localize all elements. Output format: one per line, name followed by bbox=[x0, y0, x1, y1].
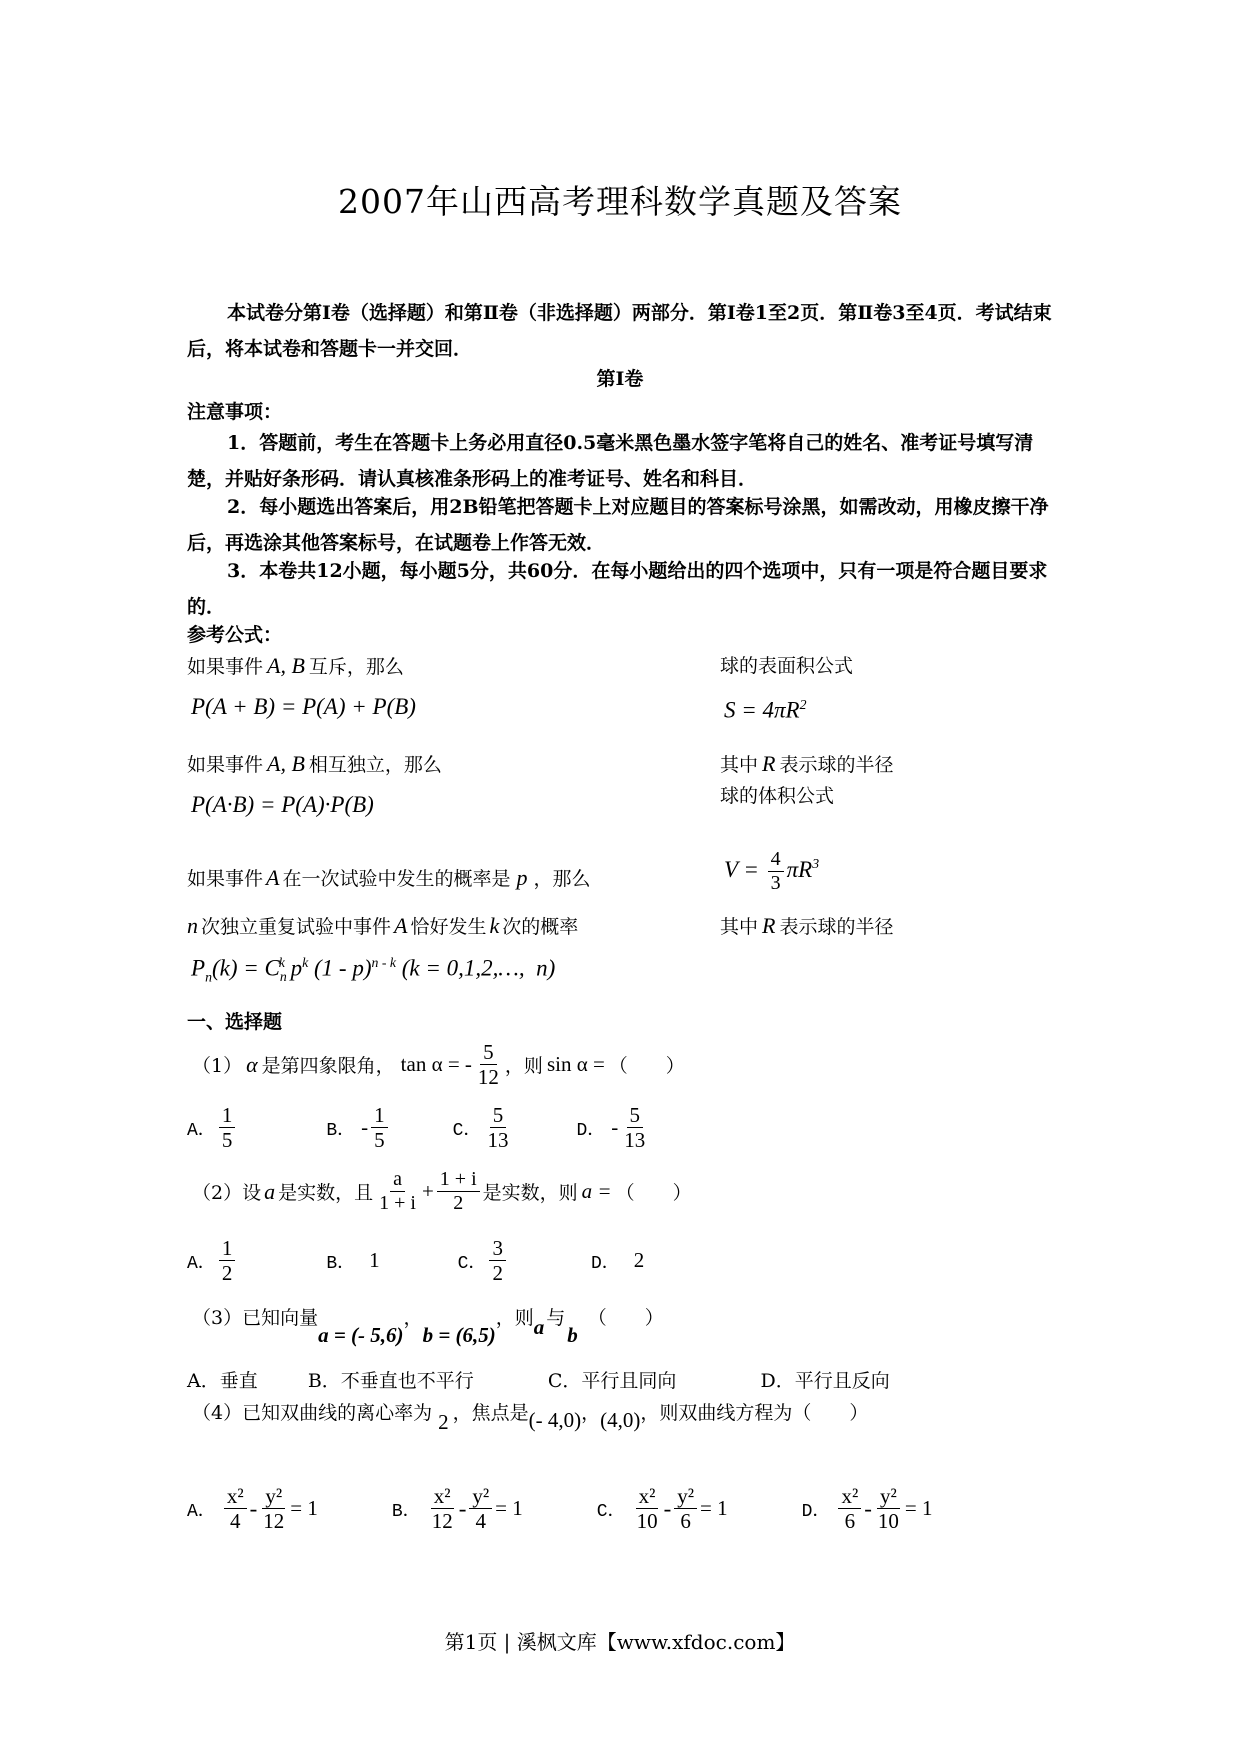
question-1-options: A． $\frac{1}{5}$ B． - $\frac{1}{5}$ C． $\frac{5}{13}$ D． - $\frac{5}{13}$ bbox=[187, 1103, 646, 1153]
note-3: 3．本卷共12小题，每小题5分，共60分．在每小题给出的四个选项中，只有一项是符合题目要求的． bbox=[187, 560, 1048, 618]
question-2: （2）设 a 是实数，且 $\frac{a}{1 + i}$ + $\frac{1 + i}{2}$ 是实数，则 a = （ ） bbox=[192, 1168, 692, 1214]
formula-right-2: 其中 R 表示球的半径 bbox=[720, 751, 894, 776]
intro-paragraph: 本试卷分第Ⅰ卷（选择题）和第Ⅱ卷（非选择题）两部分．第Ⅰ卷1至2页．第Ⅱ卷3至4页．考试结束后，将本试卷和答题卡一并交回． bbox=[187, 302, 1052, 360]
section-choice: 一、选择题 bbox=[187, 1011, 283, 1033]
formula-left-4: n 次独立重复试验中事件 A 恰好发生 k 次的概率 bbox=[187, 913, 579, 938]
formula-left-1: 如果事件 A, B 互斥，那么 bbox=[187, 653, 404, 678]
formula-right-3: 球的体积公式 bbox=[720, 785, 835, 807]
formula-sphere-area: $S = 4\pi R^2$ bbox=[724, 697, 807, 723]
question-1: （1） α 是第四象限角， tan α = - $\frac{5}{12}$ ，则 sin α = （ ） bbox=[192, 1040, 685, 1090]
formula-left-2: 如果事件 A, B 相互独立，那么 bbox=[187, 751, 442, 776]
formula-mult: P(A·B) = P(A)·P(B) bbox=[191, 792, 374, 817]
question-3-options: A．垂直 B．不垂直也不平行 C．平行且同向 D．平行且反向 bbox=[187, 1370, 890, 1392]
formula-left-3: 如果事件 A 在一次试验中发生的概率是 p ，那么 bbox=[187, 865, 591, 890]
formula-heading: 参考公式： bbox=[187, 624, 283, 646]
note-2: 2．每小题选出答案后，用2B铅笔把答题卡上对应题目的答案标号涂黑，如需改动，用橡皮擦干净后，再选涂其他答案标号，在试题卷上作答无效． bbox=[187, 496, 1049, 554]
page-title: 2007年山西高考理科数学真题及答案 bbox=[338, 182, 902, 221]
notes-heading: 注意事项： bbox=[187, 401, 283, 423]
section-heading: 第Ⅰ卷 bbox=[596, 368, 644, 390]
question-4: （4）已知双曲线的离心率为 2 ，焦点是 (- 4,0) ， (4,0) ，则双曲线方程为（ ） bbox=[192, 1402, 869, 1434]
question-2-options: A． $\frac{1}{2}$ B． 1 C． $\frac{3}{2}$ D． 2 bbox=[187, 1236, 645, 1286]
page-footer: 第1页 | 溪枫文库【www.xfdoc.com】 bbox=[444, 1630, 796, 1654]
question-3: （3）已知向量 a = (- 5,6) ， b = (6,5) ，则 a 与 b （ ） bbox=[192, 1307, 664, 1347]
formula-right-1: 球的表面积公式 bbox=[720, 655, 854, 677]
formula-sphere-volume: V = $\frac{4}{3}$ $\pi R^3$ bbox=[724, 848, 820, 894]
question-4-options: A． $\frac{\text{x²}}{4}$ - $\frac{\text{y²}}{12}$ = 1 B． $\frac{\text{x²}}{12}$ - $\frac{\text{y²}}{4}$ = 1 C． $\frac{\text{x²}}{10}$ - $\frac{\text{y²}}{6}$ = 1 D． $\frac{\text{x²}}{6}$ - $\frac{\text{y²}}{10}$ = 1 bbox=[187, 1484, 933, 1534]
formula-add: P(A + B) = P(A) + P(B) bbox=[191, 694, 416, 719]
note-1: 1．答题前，考生在答题卡上务必用直径0.5毫米黑色墨水签字笔将自己的姓名、准考证号填写清楚，并贴好条形码．请认真核准条形码上的准考证号、姓名和科目． bbox=[187, 432, 1034, 490]
formula-binomial: $P_n(k) = C_n^k$ $p^k$ (1 - p)$^{n - k}$ (k = 0,1,2,…, n) bbox=[191, 955, 556, 985]
formula-right-5: 其中 R 表示球的半径 bbox=[720, 913, 894, 938]
